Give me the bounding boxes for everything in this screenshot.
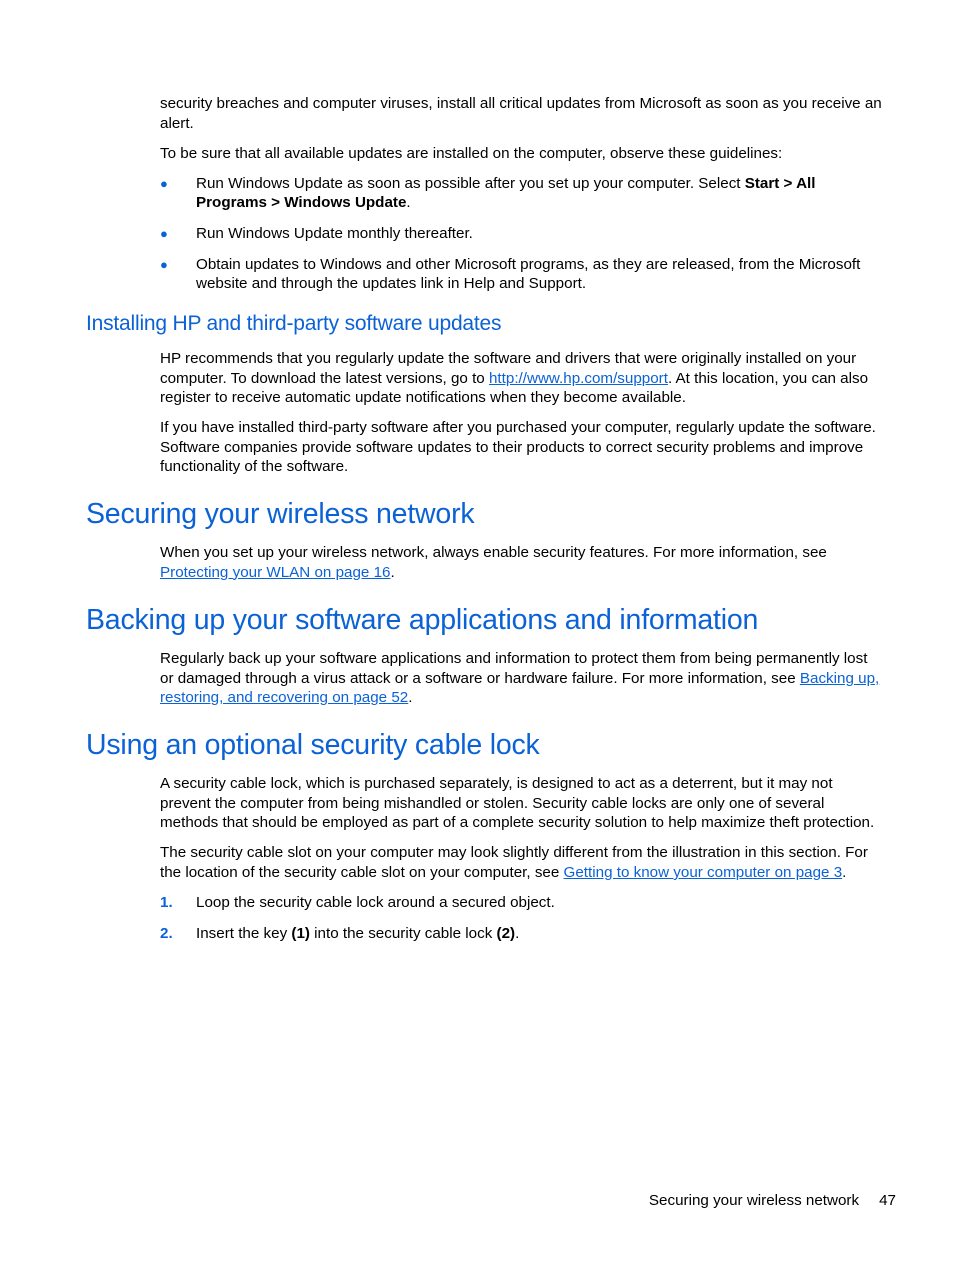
bullet-icon: ● — [160, 225, 168, 241]
step-text-period: . — [515, 924, 520, 942]
backing-up-block — [160, 649, 884, 718]
list-item-text: Obtain updates to Windows and other Microsoft programs, as they are released, from the Microsoft website and through the updates link in Help and Support. — [196, 255, 861, 293]
list-item — [160, 924, 884, 944]
intro-block — [160, 94, 884, 305]
step-text: Insert the key — [196, 924, 292, 942]
intro-paragraph-2: To be sure that all available updates are installed on the computer, observe these guidelines: — [160, 144, 783, 162]
cable-lock-steps — [160, 893, 884, 943]
intro-paragraph-1: security breaches and computer viruses, install all critical updates from Microsoft as soon as you receive an alert. — [160, 95, 882, 132]
menu-path: Start > All Programs > Windows Update — [196, 174, 816, 212]
list-item-text: Run Windows Update as soon as possible after you set up your computer. Select — [196, 174, 745, 192]
installing-paragraph-1 — [160, 349, 884, 408]
wireless-text-period: . — [390, 563, 395, 581]
backing-up-heading: Backing up your software applications and information — [86, 604, 759, 636]
step-number: 1. — [160, 893, 173, 911]
list-item-period: . — [406, 194, 411, 212]
cable-lock-heading: Using an optional security cable lock — [86, 729, 540, 761]
cable-lock-paragraph-2 — [160, 843, 884, 882]
list-item — [160, 224, 884, 244]
backup-text-period: . — [408, 689, 413, 707]
installing-updates-block — [160, 349, 884, 488]
step-text-mid: into the security cable lock — [309, 924, 497, 942]
hp-support-link[interactable]: http://www.hp.com/support — [488, 369, 668, 387]
backing-up-link[interactable]: Backing up, restoring, and recovering on page 52 — [160, 669, 880, 707]
protecting-wlan-link[interactable]: Protecting your WLAN on page 16 — [160, 563, 391, 581]
cable-lock-paragraph-1: A security cable lock, which is purchased separately, is designed to act as a deterrent, but it may not prevent the computer from being mishandled or stolen. Security cable locks are only one of several methods that should be employed as part of a complete security solution to help maximize theft protection. — [160, 775, 875, 832]
installing-text-continued: . At this location, you can also register to receive automatic update notifications when they become available. — [160, 369, 869, 407]
installing-paragraph-2: If you have installed third-party software after you purchased your computer, regularly update the software. Software companies provide software updates to their products to correct security problems and improve functionality of the software. — [160, 419, 876, 476]
bullet-icon: ● — [160, 256, 168, 272]
list-item-text: Run Windows Update monthly thereafter. — [196, 224, 473, 242]
update-guidelines-list — [160, 174, 884, 294]
list-item — [160, 893, 884, 913]
page-footer — [649, 1191, 896, 1210]
list-item — [160, 255, 884, 294]
cable-lock-block — [160, 774, 884, 954]
step-number: 2. — [160, 924, 173, 942]
cable-lock-text-period: . — [842, 863, 847, 881]
backup-text: Regularly back up your software applications and information to protect them from being permanently lost or damaged through a virus attack or a software or hardware failure. For more information, see — [160, 650, 868, 687]
page-number: 47 — [879, 1192, 896, 1209]
step-text: Loop the security cable lock around a secured object. — [196, 893, 555, 911]
bullet-icon: ● — [160, 175, 168, 191]
installing-updates-heading: Installing HP and third-party software updates — [86, 312, 502, 335]
cable-lock-text: The security cable slot on your computer may look slightly different from the illustration in this section. For the location of the security cable slot on your computer, see — [160, 844, 868, 881]
callout-1: (1) — [291, 924, 310, 942]
installing-text: HP recommends that you regularly update the software and drivers that were originally installed on your computer. To download the latest versions, go to — [160, 350, 857, 387]
wireless-network-heading: Securing your wireless network — [86, 498, 475, 530]
list-item — [160, 174, 884, 213]
callout-2: (2) — [496, 924, 516, 942]
wireless-text: When you set up your wireless network, always enable security features. For more information, see — [160, 544, 827, 561]
wireless-network-block — [160, 543, 884, 593]
footer-section-title: Securing your wireless network — [648, 1192, 860, 1209]
wireless-paragraph — [160, 543, 884, 582]
backup-paragraph — [160, 649, 884, 708]
getting-to-know-link[interactable]: Getting to know your computer on page 3 — [563, 863, 843, 881]
